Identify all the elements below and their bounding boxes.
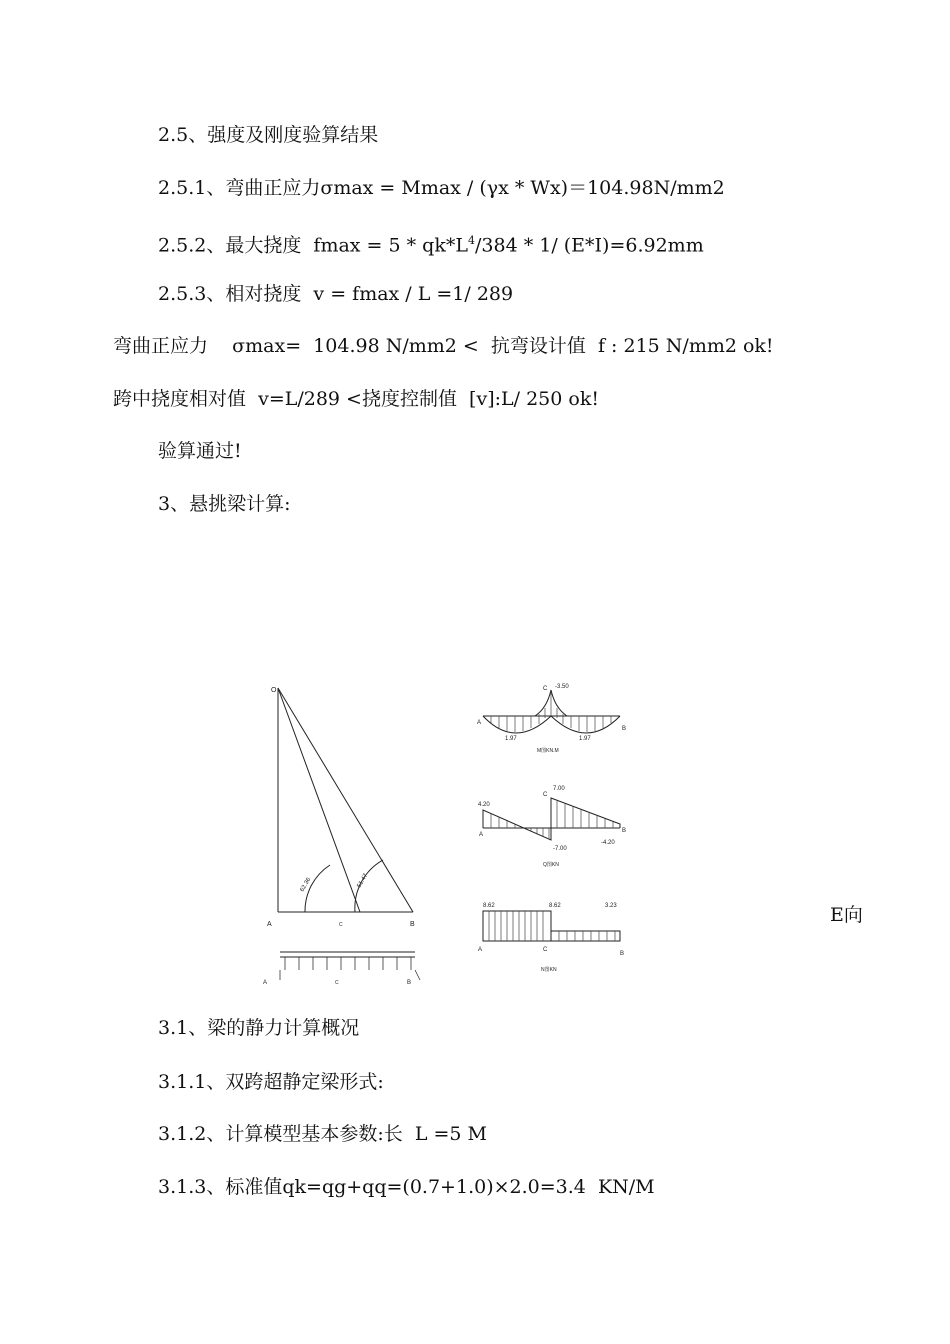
shear-diagram bbox=[475, 780, 635, 875]
axial-diagram bbox=[475, 895, 635, 985]
moment-label-a: A bbox=[477, 720, 482, 726]
shear-a-val: 4.20 bbox=[478, 802, 490, 808]
check-deflection: 跨中挠度相对值 v=L/289 <挠度控制值 [v]:L/ 250 ok! bbox=[113, 388, 599, 410]
moment-caption: M图KN.M bbox=[537, 748, 559, 754]
truss-diagram bbox=[255, 680, 445, 990]
formula-bending-stress: 2.5.1、弯曲正应力σmax = Mmax / (γx * Wx)＝104.98N/mm2 bbox=[158, 177, 725, 199]
moment-right: 1.97 bbox=[579, 736, 591, 742]
shear-b-val: -4.20 bbox=[601, 840, 615, 846]
heading-3-1: 3.1、梁的静力计算概况 bbox=[158, 1017, 360, 1039]
formula-max-deflection-sup: 4 bbox=[467, 234, 475, 247]
truss-node-c: C bbox=[339, 922, 343, 928]
axial-right: 3.23 bbox=[605, 903, 617, 909]
check-bending-stress: 弯曲正应力 σmax= 104.98 N/mm2 < 抗弯设计值 f : 215 N/mm2 ok! bbox=[113, 335, 774, 357]
beam-label-c: C bbox=[335, 980, 339, 986]
heading-3-1-1: 3.1.1、双跨超静定梁形式: bbox=[158, 1071, 384, 1093]
heading-3-1-3: 3.1.3、标准值qk=qg+qq=(0.7+1.0)×2.0=3.4 KN/M bbox=[158, 1176, 655, 1198]
moment-label-c: C bbox=[543, 686, 548, 692]
shear-c-bottom: -7.00 bbox=[553, 846, 567, 852]
shear-label-a: A bbox=[479, 832, 484, 838]
heading-3-cantilever: 3、悬挑梁计算: bbox=[158, 493, 291, 515]
truss-node-a: A bbox=[267, 921, 272, 928]
axial-label-b: B bbox=[620, 951, 625, 957]
heading-3-1-2: 3.1.2、计算模型基本参数:长 L =5 M bbox=[158, 1123, 487, 1145]
moment-diagram bbox=[475, 680, 635, 760]
shear-c-top: 7.00 bbox=[553, 786, 565, 792]
axial-label-c: C bbox=[543, 947, 548, 953]
axial-caption: N图KN bbox=[541, 967, 557, 973]
beam-label-b: B bbox=[407, 980, 412, 986]
moment-label-b: B bbox=[622, 726, 627, 732]
formula-max-deflection-a: 2.5.2、最大挠度 fmax = 5 * qk*L bbox=[158, 234, 468, 257]
axial-label-a: A bbox=[478, 947, 483, 953]
moment-peak: -3.50 bbox=[555, 684, 569, 690]
formula-max-deflection bbox=[158, 229, 704, 257]
truss-angle-1: 62.36 bbox=[299, 876, 313, 893]
formula-relative-deflection: 2.5.3、相对挠度 v = fmax / L =1/ 289 bbox=[158, 283, 514, 305]
shear-label-c: C bbox=[543, 792, 548, 798]
shear-label-b: B bbox=[622, 828, 627, 834]
check-passed: 验算通过! bbox=[158, 440, 242, 462]
axial-mid: 8.62 bbox=[549, 903, 561, 909]
truss-node-o: O bbox=[271, 687, 277, 694]
cut-off-text: E向 bbox=[830, 904, 863, 926]
truss-angle-2: 51.47 bbox=[356, 872, 370, 889]
beam-label-a: A bbox=[263, 980, 268, 986]
truss-node-b: B bbox=[410, 921, 415, 928]
formula-max-deflection-b: /384 * 1/ (E*I)=6.92mm bbox=[474, 234, 704, 257]
shear-caption: Q图KN bbox=[543, 862, 559, 868]
moment-left: 1.97 bbox=[505, 736, 517, 742]
heading-2-5: 2.5、强度及刚度验算结果 bbox=[158, 124, 379, 146]
axial-left: 8.62 bbox=[483, 903, 495, 909]
